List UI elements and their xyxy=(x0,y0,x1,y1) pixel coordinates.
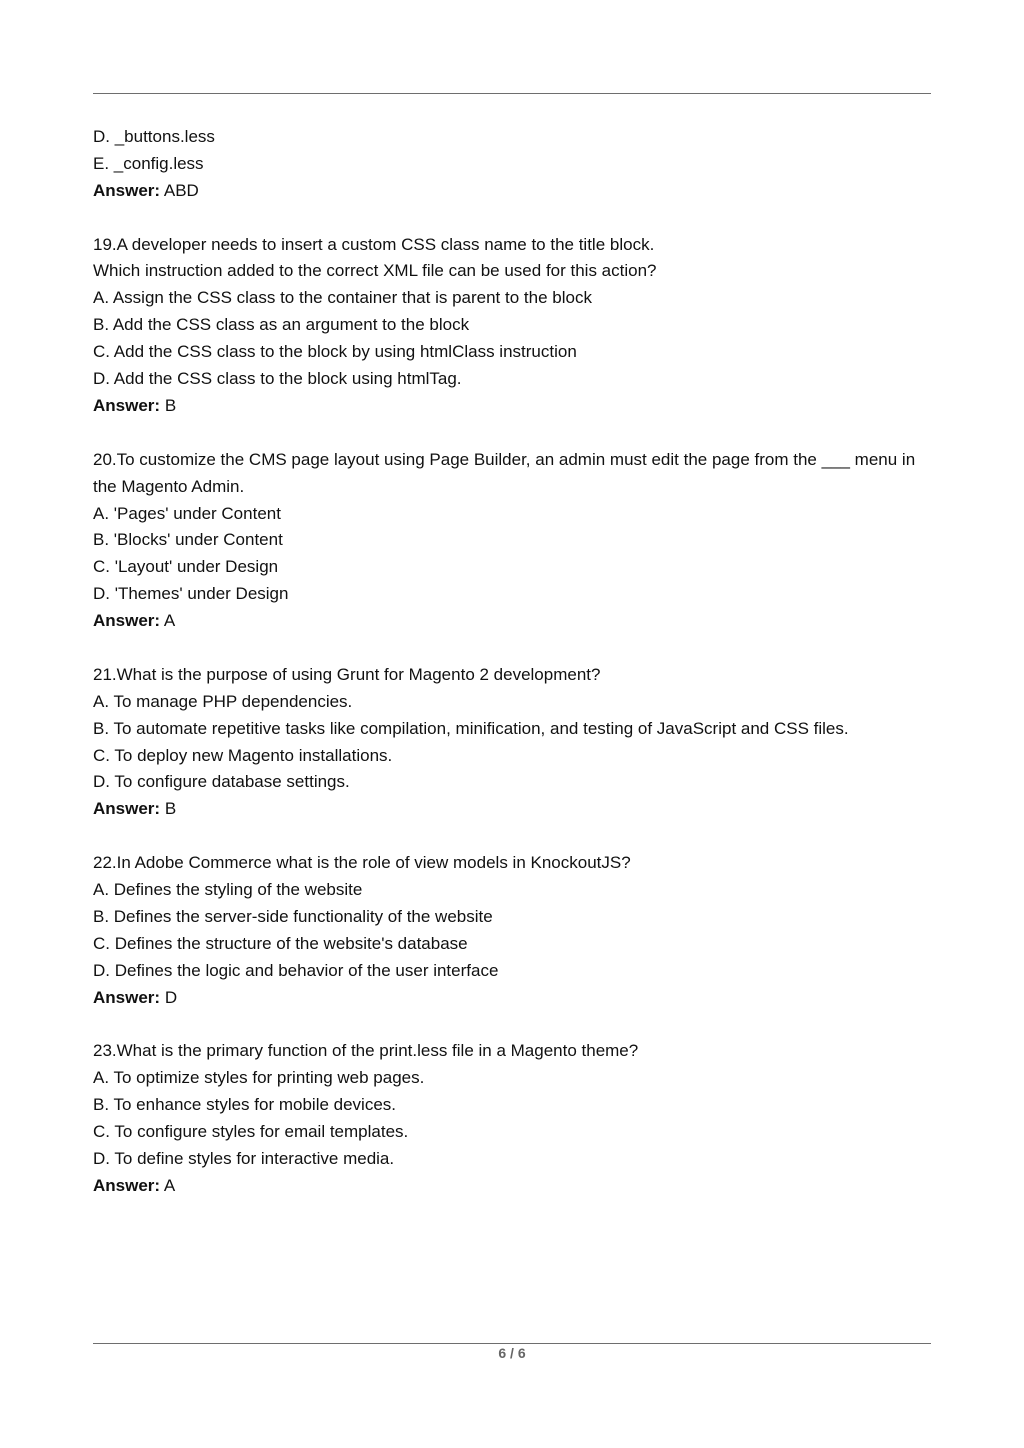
question-21 xyxy=(93,662,931,823)
answer-label: Answer: xyxy=(93,799,161,819)
footer-rule xyxy=(93,1343,931,1344)
option-c: C. Add the CSS class to the block by using htmlClass instruction xyxy=(93,342,577,362)
option-b: B. 'Blocks' under Content xyxy=(93,530,283,550)
answer-value: B xyxy=(164,395,177,415)
option-a: A. Defines the styling of the website xyxy=(93,879,363,899)
option-a: A. 'Pages' under Content xyxy=(93,503,281,523)
answer-line xyxy=(93,985,931,1012)
answer-label: Answer: xyxy=(93,611,161,631)
option-a: A. To manage PHP dependencies. xyxy=(93,691,353,711)
option-b: B. Add the CSS class as an argument to the block xyxy=(93,315,470,335)
answer-label: Answer: xyxy=(93,180,161,200)
option-c: C. To configure styles for email templates. xyxy=(93,1121,409,1141)
question-stem: 21.What is the purpose of using Grunt for Magento 2 development? xyxy=(93,664,601,684)
option-e: E. _config.less xyxy=(93,153,204,173)
option-a: A. Assign the CSS class to the container that is parent to the block xyxy=(93,288,592,308)
answer-value: B xyxy=(164,799,177,819)
option-c: C. Defines the structure of the website's database xyxy=(93,933,468,953)
question-18-continuation xyxy=(93,124,931,205)
header-rule xyxy=(93,93,931,94)
answer-line xyxy=(93,608,931,635)
option-d: D. To define styles for interactive media. xyxy=(93,1148,395,1168)
option-b: B. Defines the server-side functionality of the website xyxy=(93,906,493,926)
option-d: D. 'Themes' under Design xyxy=(93,584,289,604)
answer-value: A xyxy=(163,611,176,631)
answer-line xyxy=(93,178,931,205)
option-d: D. Defines the logic and behavior of the user interface xyxy=(93,960,499,980)
question-23 xyxy=(93,1038,931,1199)
question-20 xyxy=(93,447,931,635)
option-a: A. To optimize styles for printing web pages. xyxy=(93,1068,425,1088)
answer-line xyxy=(93,1173,931,1200)
question-stem: 23.What is the primary function of the print.less file in a Magento theme? xyxy=(93,1041,639,1061)
answer-line xyxy=(93,393,931,420)
question-stem: 19.A developer needs to insert a custom CSS class name to the title block. xyxy=(93,234,655,254)
option-c: C. To deploy new Magento installations. xyxy=(93,745,393,765)
question-22 xyxy=(93,850,931,1011)
answer-label: Answer: xyxy=(93,1175,161,1195)
answer-label: Answer: xyxy=(93,987,161,1007)
option-c: C. 'Layout' under Design xyxy=(93,557,279,577)
question-19 xyxy=(93,232,931,420)
page-number: 6 / 6 xyxy=(498,1345,526,1361)
answer-value: ABD xyxy=(163,180,199,200)
option-b: B. To automate repetitive tasks like compilation, minification, and testing of JavaScript and CSS files. xyxy=(93,718,849,738)
question-stem: 22.In Adobe Commerce what is the role of view models in KnockoutJS? xyxy=(93,853,631,873)
question-stem-line-2: Which instruction added to the correct XML file can be used for this action? xyxy=(93,261,657,281)
document-body xyxy=(93,124,931,1200)
answer-line xyxy=(93,796,931,823)
option-d: D. _buttons.less xyxy=(93,127,215,146)
option-b: B. To enhance styles for mobile devices. xyxy=(93,1095,397,1115)
answer-label: Answer: xyxy=(93,395,161,415)
question-stem: 20.To customize the CMS page layout using Page Builder, an admin must edit the page from the ___ menu in the Magento Admin. xyxy=(93,449,916,496)
option-d: D. To configure database settings. xyxy=(93,772,350,792)
option-d: D. Add the CSS class to the block using htmlTag. xyxy=(93,369,462,389)
answer-value: A xyxy=(163,1175,176,1195)
answer-value: D xyxy=(164,987,178,1007)
